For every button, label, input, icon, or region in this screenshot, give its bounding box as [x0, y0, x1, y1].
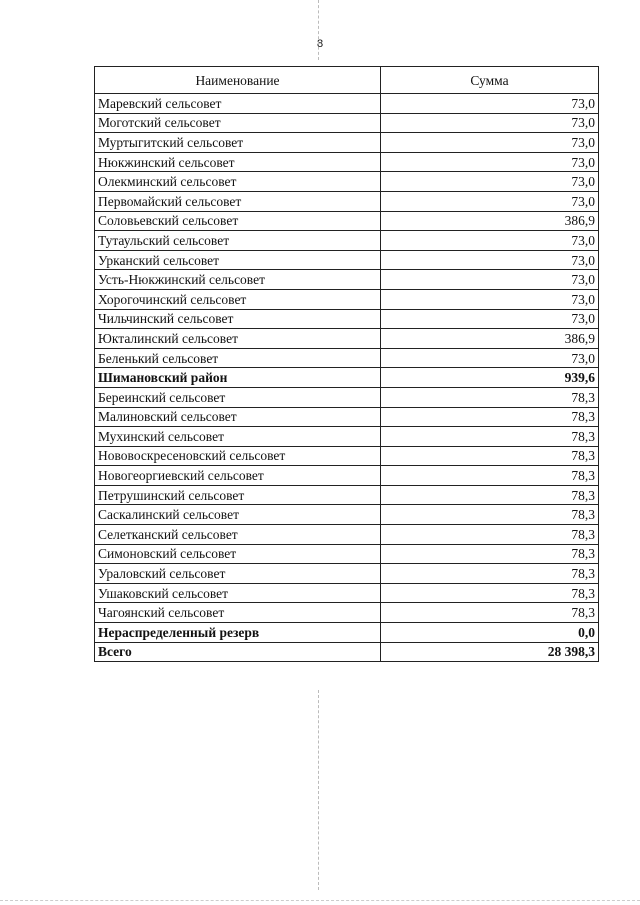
- table-row: [95, 387, 599, 407]
- row-sum: 73,0: [381, 133, 599, 153]
- table-row: [95, 113, 599, 133]
- table-row: [95, 289, 599, 309]
- row-name: Олекминский сельсовет: [95, 172, 381, 192]
- row-name: Беленький сельсовет: [95, 348, 381, 368]
- row-sum: 28 398,3: [381, 642, 599, 662]
- row-name: Соловьевский сельсовет: [95, 211, 381, 231]
- row-name: Моготский сельсовет: [95, 113, 381, 133]
- table-header-row: [95, 67, 599, 94]
- table-row: [95, 642, 599, 662]
- table-body: [95, 94, 599, 662]
- table-row: [95, 270, 599, 290]
- row-sum: 73,0: [381, 172, 599, 192]
- row-name: Чильчинский сельсовет: [95, 309, 381, 329]
- budget-table: [94, 66, 599, 662]
- row-name: Нововоскресеновский сельсовет: [95, 446, 381, 466]
- row-name: Шимановский район: [95, 368, 381, 388]
- table-row: [95, 603, 599, 623]
- row-name: Селетканский сельсовет: [95, 525, 381, 545]
- row-sum: 78,3: [381, 485, 599, 505]
- row-name: Усть-Нюкжинский сельсовет: [95, 270, 381, 290]
- row-sum: 73,0: [381, 152, 599, 172]
- table-row: [95, 191, 599, 211]
- scan-bottom-edge: [0, 900, 640, 901]
- row-name: Урканский сельсовет: [95, 250, 381, 270]
- row-sum: 73,0: [381, 191, 599, 211]
- row-sum: 78,3: [381, 427, 599, 447]
- table-row: [95, 152, 599, 172]
- table-row: [95, 172, 599, 192]
- row-name: Нераспределенный резерв: [95, 623, 381, 643]
- scan-center-mark-top: [318, 0, 320, 60]
- row-name: Юкталинский сельсовет: [95, 329, 381, 349]
- table-row: [95, 583, 599, 603]
- row-sum: 73,0: [381, 289, 599, 309]
- row-sum: 78,3: [381, 407, 599, 427]
- table-row: [95, 133, 599, 153]
- table-row: [95, 505, 599, 525]
- table-row: [95, 544, 599, 564]
- row-sum: 73,0: [381, 113, 599, 133]
- row-sum: 78,3: [381, 603, 599, 623]
- row-name: Петрушинский сельсовет: [95, 485, 381, 505]
- row-sum: 73,0: [381, 231, 599, 251]
- row-sum: 73,0: [381, 348, 599, 368]
- table-row: [95, 427, 599, 447]
- row-name: Тутаульский сельсовет: [95, 231, 381, 251]
- row-name: Всего: [95, 642, 381, 662]
- row-name: Нюкжинский сельсовет: [95, 152, 381, 172]
- row-sum: 78,3: [381, 466, 599, 486]
- row-sum: 78,3: [381, 544, 599, 564]
- table-row: [95, 309, 599, 329]
- row-name: Хорогочинский сельсовет: [95, 289, 381, 309]
- table-row: [95, 329, 599, 349]
- row-name: Первомайский сельсовет: [95, 191, 381, 211]
- column-header-name: Наименование: [95, 67, 381, 94]
- row-name: Береинский сельсовет: [95, 387, 381, 407]
- row-name: Ураловский сельсовет: [95, 564, 381, 584]
- row-name: Муртыгитский сельсовет: [95, 133, 381, 153]
- page-number: 8: [316, 38, 324, 50]
- table-row: [95, 485, 599, 505]
- table-row: [95, 231, 599, 251]
- row-name: Симоновский сельсовет: [95, 544, 381, 564]
- table-row: [95, 446, 599, 466]
- row-sum: 73,0: [381, 94, 599, 114]
- column-header-sum: Сумма: [381, 67, 599, 94]
- row-sum: 73,0: [381, 309, 599, 329]
- row-sum: 386,9: [381, 211, 599, 231]
- row-sum: 939,6: [381, 368, 599, 388]
- row-sum: 78,3: [381, 387, 599, 407]
- table-row: [95, 407, 599, 427]
- row-name: Чагоянский сельсовет: [95, 603, 381, 623]
- row-name: Маревский сельсовет: [95, 94, 381, 114]
- table-row: [95, 94, 599, 114]
- row-sum: 78,3: [381, 564, 599, 584]
- table-row: [95, 368, 599, 388]
- scan-center-mark-bottom: [318, 690, 320, 890]
- table-row: [95, 250, 599, 270]
- row-sum: 78,3: [381, 505, 599, 525]
- row-name: Новогеоргиевский сельсовет: [95, 466, 381, 486]
- row-sum: 73,0: [381, 250, 599, 270]
- row-sum: 78,3: [381, 525, 599, 545]
- row-sum: 0,0: [381, 623, 599, 643]
- table-row: [95, 564, 599, 584]
- row-name: Саскалинский сельсовет: [95, 505, 381, 525]
- row-name: Малиновский сельсовет: [95, 407, 381, 427]
- table-row: [95, 525, 599, 545]
- table-row: [95, 211, 599, 231]
- table-row: [95, 623, 599, 643]
- row-sum: 386,9: [381, 329, 599, 349]
- row-sum: 73,0: [381, 270, 599, 290]
- table-row: [95, 466, 599, 486]
- row-name: Ушаковский сельсовет: [95, 583, 381, 603]
- row-name: Мухинский сельсовет: [95, 427, 381, 447]
- row-sum: 78,3: [381, 583, 599, 603]
- row-sum: 78,3: [381, 446, 599, 466]
- table-row: [95, 348, 599, 368]
